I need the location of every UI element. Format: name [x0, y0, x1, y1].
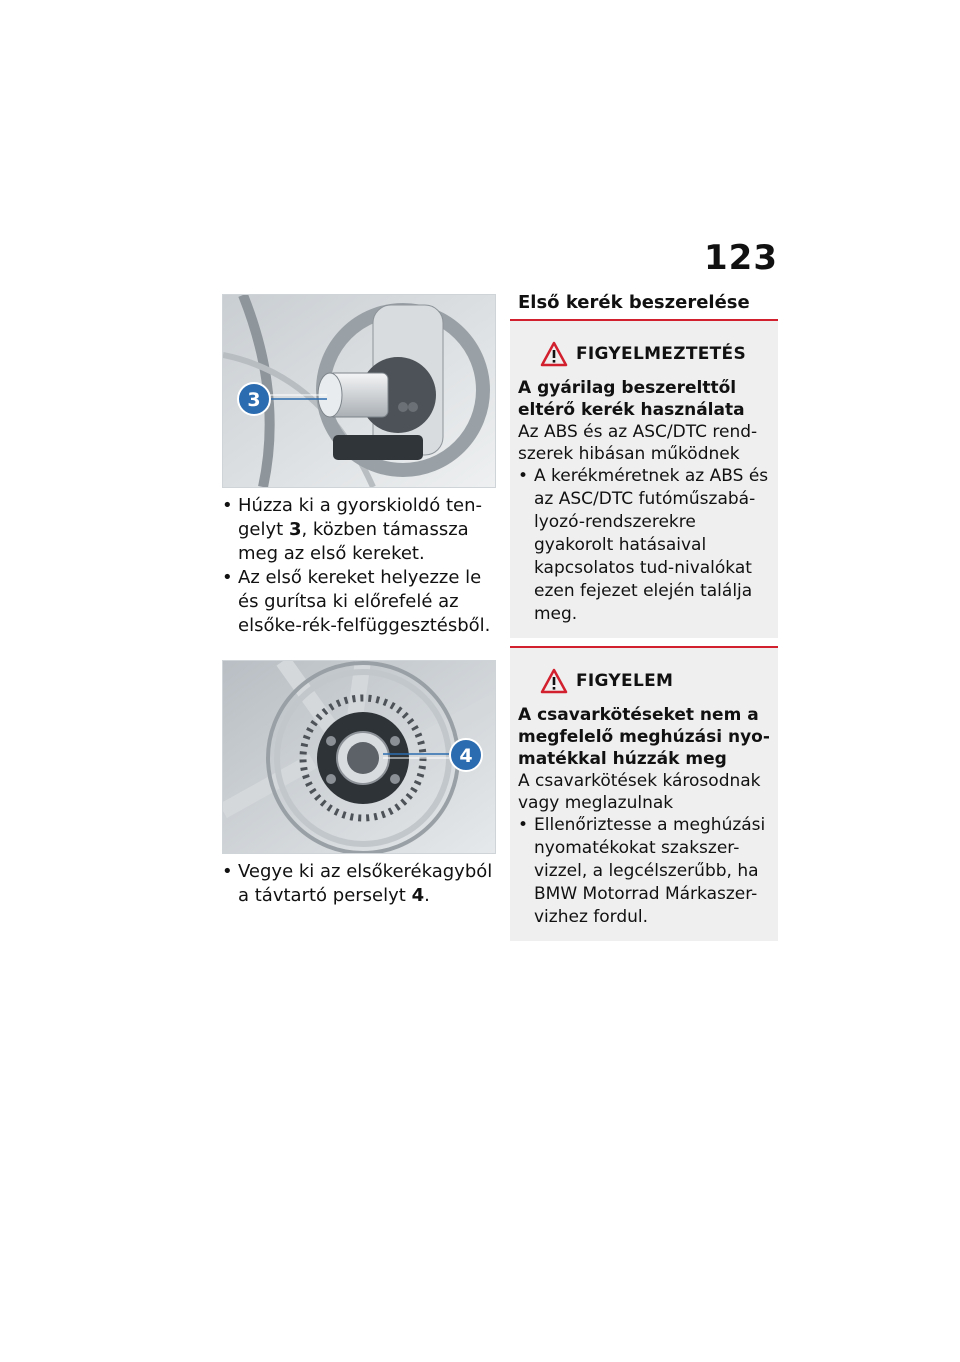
warning-title: A gyárilag beszerelttől eltérő kerék használata: [518, 378, 745, 420]
warning-bullets: [518, 465, 770, 626]
caution-triangle-icon: [540, 668, 568, 694]
caution-title: A csavarkötéseket nem a megfelelő meghúzási nyo-matékkal húzzák meg: [518, 705, 770, 769]
axle-illustration: [223, 295, 495, 487]
list-item: • Az első kereket helyezze le és gurítsa ki előrefelé az elsőke-rék-felfüggesztésből.: [222, 566, 494, 638]
removal-steps-list: [222, 494, 494, 638]
figure-quick-release-axle: [222, 294, 496, 488]
caution-label: FIGYELEM: [576, 671, 674, 691]
list-item: • Ellenőriztesse a meghúzási nyomatékokat szakszer-vizzel, a legcélszerűbb, ha BMW Motorrad Márkaszer-vizhez fordul.: [518, 814, 770, 929]
caution-bullets: [518, 814, 770, 929]
left-column: [222, 294, 494, 908]
list-item: • Vegye ki az elsőkerékagyból a távtartó perselyt 4.: [222, 860, 494, 908]
spacer-steps-list: [222, 860, 494, 908]
right-column: [510, 290, 778, 941]
hub-illustration: [223, 661, 495, 853]
list-item: • A kerékméretnek az ABS és az ASC/DTC futóműszabá-lyozó-rendszerekre gyakorolt hatásaival kapcsolatos tud-nivalókat ezen fejezet elején találja meg.: [518, 465, 770, 626]
section-title: Első kerék beszerelése: [518, 292, 750, 313]
caution-box: [510, 648, 778, 941]
warning-box: [510, 321, 778, 638]
caution-consequence: A csavarkötések károsodnak vagy meglazulnak: [518, 771, 761, 813]
figure-spacer-sleeve: [222, 660, 496, 854]
warning-triangle-icon: [540, 341, 568, 367]
warning-consequence: Az ABS és az ASC/DTC rend-szerek hibásan működnek: [518, 422, 758, 464]
callout-4: 4: [459, 745, 473, 767]
page-number: 123: [704, 238, 778, 278]
callout-3: 3: [247, 389, 261, 411]
list-item: • Húzza ki a gyorskioldó ten-gelyt 3, közben támassza meg az első kereket.: [222, 494, 494, 566]
warning-label: FIGYELMEZTETÉS: [576, 344, 746, 364]
